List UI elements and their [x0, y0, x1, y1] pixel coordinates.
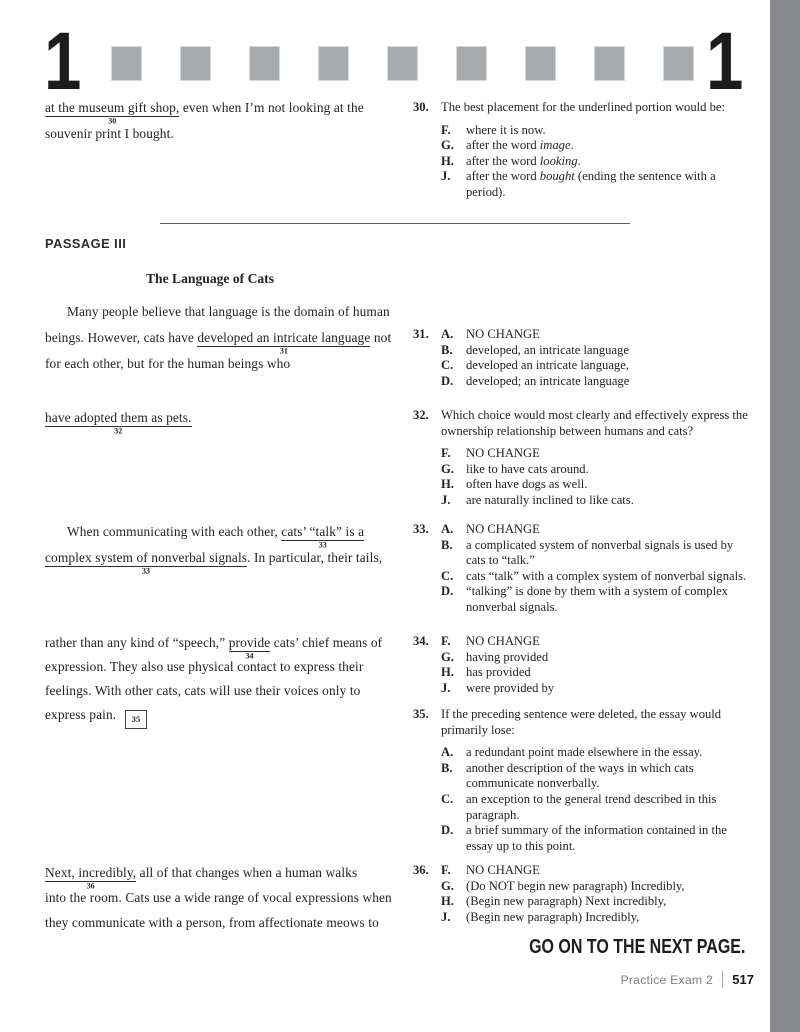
- option-letter: J.: [441, 169, 451, 184]
- text-segment: even when I’m not looking at the: [179, 100, 364, 115]
- question-number: 36.: [413, 863, 429, 877]
- option-text: [466, 879, 755, 895]
- passage-line: [45, 707, 375, 729]
- header-square: [526, 47, 555, 80]
- question-number: 32.: [413, 408, 429, 422]
- text-segment: feelings. With other cats, cats will use their voices only to: [45, 683, 361, 698]
- text-segment: Which choice would most clearly and effectively express the ownership relationship between humans and cats?: [441, 408, 748, 438]
- header-square: [388, 47, 417, 80]
- text-segment: beings. However, cats have: [45, 330, 198, 345]
- option-text: [466, 343, 755, 359]
- text-segment: after the word: [466, 153, 540, 168]
- passage-line: [45, 659, 375, 674]
- header-square: [457, 47, 486, 80]
- underline-number: 33: [318, 540, 327, 550]
- text-segment: .: [570, 138, 574, 153]
- answer-option: [441, 327, 755, 343]
- italic-text: looking: [539, 153, 578, 168]
- underlined-segment: Next, incredibly, 36: [45, 865, 137, 891]
- answer-option: [441, 792, 755, 823]
- passage-line: [45, 330, 392, 356]
- text-segment: like to have cats around.: [466, 461, 589, 476]
- text-segment: (ending the sentence with a period).: [466, 169, 716, 199]
- page-footer: [620, 971, 754, 988]
- option-letter: C.: [441, 791, 454, 806]
- text-segment: often have dogs as well.: [466, 477, 588, 492]
- option-text: [466, 761, 755, 792]
- option-text: [466, 665, 755, 681]
- option-text: [466, 569, 755, 585]
- option-letter: A.: [441, 745, 454, 760]
- text-segment: NO CHANGE: [466, 634, 540, 648]
- answer-option: [441, 477, 755, 493]
- option-text: [466, 863, 755, 879]
- option-letter: B.: [441, 537, 453, 552]
- passage-label: PASSAGE III: [45, 236, 127, 251]
- answer-option: [441, 123, 755, 139]
- column-number-left: 1: [44, 16, 82, 107]
- underlined-segment: cats’ “talk” is a 33: [281, 524, 365, 550]
- underline-number: 32: [114, 426, 123, 436]
- text-segment: NO CHANGE: [466, 522, 540, 536]
- underline-number: 30: [108, 116, 117, 126]
- question-number: 33.: [413, 522, 429, 536]
- underline-number: 31: [279, 346, 288, 356]
- text-segment: If the preceding sentence were deleted, the essay would primarily lose:: [441, 707, 722, 737]
- text-segment: rather than any kind of “speech,”: [45, 635, 229, 650]
- option-letter: D.: [441, 373, 454, 388]
- answer-option: [441, 138, 755, 154]
- header-square: [181, 47, 210, 80]
- answer-option: [441, 169, 755, 200]
- column-number-right: 1: [706, 16, 744, 107]
- footer-page-number: 517: [732, 972, 754, 987]
- text-segment: developed; an intricate language: [466, 373, 630, 388]
- option-text: [466, 538, 755, 569]
- option-text: [466, 681, 755, 697]
- option-letter: C.: [441, 568, 454, 583]
- passage-line: [45, 410, 375, 436]
- header-square: [112, 47, 141, 80]
- question-stem: [441, 707, 755, 738]
- text-segment: Many people believe that language is the domain of human: [67, 304, 390, 319]
- option-text: [466, 358, 755, 374]
- question-number: 31.: [413, 327, 429, 341]
- option-letter: G.: [441, 649, 454, 664]
- text-segment: a brief summary of the information contained in the essay up to this point.: [466, 823, 727, 853]
- answer-option: [441, 493, 755, 509]
- text-segment: another description of the ways in which cats communicate nonverbally.: [466, 760, 694, 791]
- text-segment: after the word: [466, 138, 540, 153]
- option-text: [466, 910, 755, 926]
- text-segment: developed an intricate language,: [466, 358, 629, 373]
- text-segment: souvenir print I bought.: [45, 126, 174, 141]
- option-text: [466, 584, 755, 615]
- footer-exam-label: Practice Exam 2: [620, 972, 713, 987]
- passage-line: [45, 635, 383, 661]
- answer-option: [441, 154, 755, 170]
- option-letter: D.: [441, 823, 454, 838]
- header-square: [319, 47, 348, 80]
- passage-line: [45, 890, 392, 905]
- answer-option: [441, 879, 755, 895]
- option-letter: H.: [441, 477, 454, 492]
- passage-line: [45, 683, 375, 698]
- answer-option: [441, 522, 755, 538]
- question-30: [413, 100, 755, 201]
- question-31: [413, 327, 755, 389]
- passage-line: [45, 865, 375, 891]
- option-text: [466, 123, 755, 139]
- text-segment: (Begin new paragraph) Incredibly,: [466, 909, 640, 924]
- underline-number: 34: [245, 651, 254, 661]
- question-33: [413, 522, 755, 616]
- question-32: [413, 408, 755, 509]
- text-segment: (Do NOT begin new paragraph) Incredibly,: [466, 878, 685, 893]
- option-letter: J.: [441, 492, 451, 507]
- answer-option: [441, 761, 755, 792]
- option-letter: B.: [441, 342, 453, 357]
- underlined-segment: have adopted them as pets. 32: [45, 410, 192, 436]
- underlined-segment: complex system of nonverbal signals 33: [45, 550, 248, 576]
- passage-line: [45, 550, 383, 576]
- text-segment: NO CHANGE: [466, 863, 540, 877]
- answer-option: [441, 569, 755, 585]
- page-edge-bar: [770, 0, 800, 1032]
- option-text: [466, 493, 755, 509]
- answer-option: [441, 446, 755, 462]
- option-text: [466, 745, 755, 761]
- header-square: [664, 47, 693, 80]
- text-segment: after the word: [466, 169, 540, 184]
- passage-line: [45, 304, 397, 319]
- footer-divider: [722, 971, 723, 988]
- option-text: [466, 462, 755, 478]
- option-text: [466, 446, 755, 462]
- option-text: [466, 823, 755, 854]
- answer-option: [441, 745, 755, 761]
- option-letter: J.: [441, 680, 451, 695]
- answer-option: [441, 358, 755, 374]
- option-text: [466, 374, 755, 390]
- text-segment: .: [577, 153, 581, 168]
- text-segment: not: [370, 330, 392, 345]
- option-text: [466, 477, 755, 493]
- answer-option: [441, 462, 755, 478]
- option-text: [466, 138, 755, 154]
- answer-option: [441, 894, 755, 910]
- option-text: [466, 894, 755, 910]
- option-letter: F.: [441, 634, 451, 648]
- underlined-segment: at the museum gift shop, 30: [45, 100, 180, 126]
- option-text: [466, 650, 755, 666]
- passage-divider: [160, 223, 630, 224]
- text-segment: into the room. Cats use a wide range of vocal expressions when: [45, 890, 392, 905]
- answer-option: [441, 538, 755, 569]
- header-square: [250, 47, 279, 80]
- question-stem: [441, 408, 755, 439]
- option-letter: G.: [441, 461, 454, 476]
- passage-line: [45, 126, 375, 141]
- option-letter: H.: [441, 153, 454, 168]
- answer-option: [441, 863, 755, 879]
- text-segment: cats “talk” with a complex system of nonverbal signals.: [466, 568, 747, 583]
- text-segment: “talking” is done by them with a system of complex nonverbal signals.: [466, 584, 728, 614]
- option-letter: G.: [441, 878, 454, 893]
- answer-option: [441, 681, 755, 697]
- underlined-segment: provide 34: [228, 635, 271, 661]
- option-letter: D.: [441, 584, 454, 599]
- text-segment: a redundant point made elsewhere in the essay.: [466, 745, 703, 760]
- header-squares: [112, 47, 693, 80]
- question-35: [413, 707, 755, 854]
- passage-line: [45, 100, 375, 126]
- option-letter: F.: [441, 122, 451, 137]
- text-segment: all of that changes when a human walks: [136, 865, 358, 880]
- text-segment: (Begin new paragraph) Next incredibly,: [466, 894, 667, 909]
- option-text: [466, 154, 755, 170]
- option-text: [466, 634, 755, 650]
- answer-option: [441, 823, 755, 854]
- text-segment: having provided: [466, 649, 549, 664]
- text-segment: NO CHANGE: [466, 327, 540, 341]
- option-text: [466, 169, 755, 200]
- text-segment: they communicate with a person, from affectionate meows to: [45, 915, 379, 930]
- question-34: [413, 634, 755, 696]
- option-letter: H.: [441, 894, 454, 909]
- question-number: 34.: [413, 634, 429, 648]
- text-segment: are naturally inclined to like cats.: [466, 492, 634, 507]
- answer-option: [441, 650, 755, 666]
- option-text: [466, 327, 755, 343]
- text-segment: expression. They also use physical contact to express their: [45, 659, 364, 674]
- underlined-segment: developed an intricate language 31: [197, 330, 371, 356]
- option-letter: A.: [441, 522, 454, 536]
- answer-option: [441, 634, 755, 650]
- italic-text: image: [539, 138, 571, 153]
- italic-text: bought: [539, 169, 575, 184]
- passage-title: The Language of Cats: [145, 271, 275, 286]
- boxed-question-marker: 35: [125, 710, 148, 729]
- passage-line: [45, 524, 397, 550]
- text-segment: . In particular, their tails,: [247, 550, 383, 565]
- question-number: 35.: [413, 707, 429, 721]
- answer-option: [441, 584, 755, 615]
- answer-option: [441, 910, 755, 926]
- text-segment: has provided: [466, 665, 531, 680]
- underline-number: 33: [142, 566, 151, 576]
- text-segment: NO CHANGE: [466, 446, 540, 461]
- text-segment: were provided by: [466, 680, 555, 695]
- text-segment: a complicated system of nonverbal signals is used by cats to “talk.”: [466, 537, 734, 568]
- passage-line: [45, 356, 375, 371]
- text-segment: cats’ chief means of: [270, 635, 383, 650]
- answer-option: [441, 374, 755, 390]
- text-segment: developed, an intricate language: [466, 342, 629, 357]
- header-square: [595, 47, 624, 80]
- go-on-notice: GO ON TO THE NEXT PAGE.: [528, 936, 745, 958]
- text-segment: express pain.: [45, 707, 120, 722]
- option-letter: A.: [441, 327, 454, 341]
- option-letter: C.: [441, 358, 454, 373]
- answer-option: [441, 343, 755, 359]
- question-36: [413, 863, 755, 925]
- option-letter: B.: [441, 760, 453, 775]
- option-letter: F.: [441, 863, 451, 877]
- option-text: [466, 792, 755, 823]
- option-letter: H.: [441, 665, 454, 680]
- underline-number: 36: [86, 881, 95, 891]
- option-letter: G.: [441, 138, 454, 153]
- passage-line: [45, 915, 379, 930]
- question-number: 30.: [413, 100, 429, 114]
- answer-option: [441, 665, 755, 681]
- text-segment: The best placement for the underlined portion would be:: [441, 100, 725, 114]
- text-segment: an exception to the general trend described in this paragraph.: [466, 791, 717, 822]
- text-segment: When communicating with each other,: [67, 524, 282, 539]
- text-segment: where it is now.: [466, 122, 546, 137]
- option-letter: F.: [441, 446, 451, 461]
- text-segment: for each other, but for the human beings who: [45, 356, 291, 371]
- option-text: [466, 522, 755, 538]
- option-letter: J.: [441, 909, 451, 924]
